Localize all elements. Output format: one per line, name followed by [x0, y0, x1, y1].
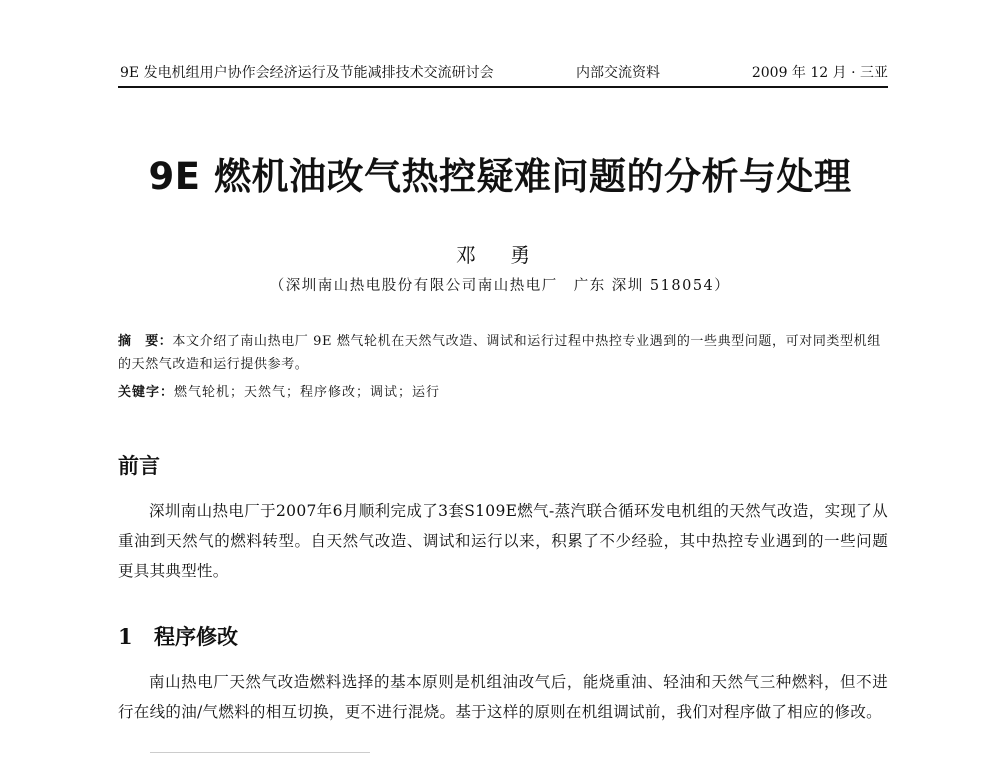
keywords-text: 燃气轮机；天然气；程序修改；调试；运行 — [174, 385, 441, 400]
keywords-label: 关键字： — [118, 385, 175, 400]
author-affiliation: （深圳南山热电股份有限公司南山热电厂 广东 深圳 518054） — [269, 278, 731, 294]
header-date-location: 2009 年 12 月 · 三亚 — [751, 65, 888, 81]
keywords — [118, 381, 888, 400]
paper-title: 9E 燃机油改气热控疑难问题的分析与处理 — [148, 155, 852, 198]
header-rule — [118, 86, 888, 88]
abstract-text: 本文介绍了南山热电厂 9E 燃气轮机在天然气改造、调试和运行过程中热控专业遇到的一些典型问题，可对同类型机组的天然气改造和运行提供参考。 — [118, 334, 881, 372]
author-name: 邓 勇 — [455, 243, 545, 267]
section-heading-preface — [118, 450, 160, 480]
header-conference-name: 9E 发电机组用户协作会经济运行及节能减排技术交流研讨会 — [120, 65, 494, 81]
section-number: 1 — [118, 624, 133, 649]
section-title: 程序修改 — [154, 625, 238, 649]
abstract — [118, 330, 888, 376]
section-title: 前言 — [118, 454, 160, 478]
running-header — [118, 62, 888, 84]
program-modification-paragraph: 南山热电厂天然气改造燃料选择的基本原则是机组油改气后，能烧重油、轻油和天然气三种燃料，但不进行在线的油/气燃料的相互切换，更不进行混烧。基于这样的原则在机组调试前，我们对程序做了相应的修改。 — [118, 673, 888, 721]
section-heading-program-modification — [118, 621, 238, 651]
header-internal-note: 内部交流资料 — [576, 65, 660, 81]
preface-paragraph: 深圳南山热电厂于2007年6月顺利完成了3套S109E燃气-蒸汽联合循环发电机组的天然气改造，实现了从重油到天然气的燃料转型。自天然气改造、调试和运行以来，积累了不少经验，其中热控专业遇到的一些问题更具其典型性。 — [118, 502, 888, 580]
abstract-label: 摘 要： — [118, 334, 173, 349]
